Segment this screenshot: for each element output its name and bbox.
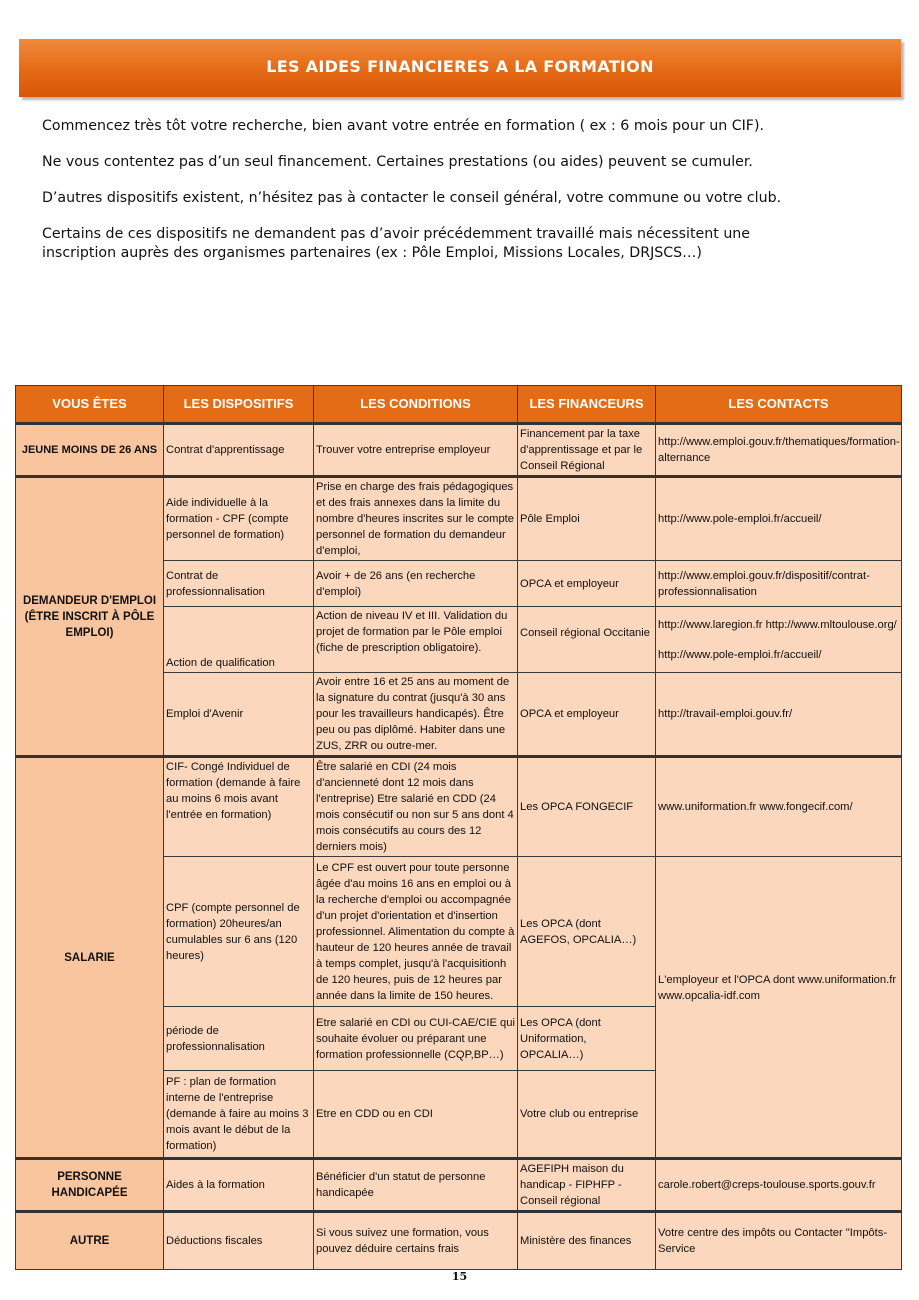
conditions-cell: Avoir entre 16 et 25 ans au moment de la signature du contrat (jusqu'à 30 ans pour les travailleurs handicapés). Être peu ou pas diplômé. Habiter dans une ZUS, ZRR ou outre-mer. (314, 673, 518, 757)
dispositif-cell: période de professionnalisation (164, 1007, 314, 1071)
dispositif-cell: Aide individuelle à la formation - CPF (compte personnel de formation) (164, 477, 314, 561)
contacts-cell: http://travail-emploi.gouv.fr/ (656, 673, 902, 757)
conditions-cell: Etre salarié en CDI ou CUI-CAE/CIE qui souhaite évoluer ou préparant une formation professionnelle (CQP,BP…) (314, 1007, 518, 1071)
header-financeurs: LES FINANCEURS (518, 386, 656, 424)
financeurs-cell: Ministère des finances (518, 1212, 656, 1270)
financing-table (15, 385, 902, 1270)
conditions-cell: Être salarié en CDI (24 mois d'ancienneté dont 12 mois dans l'entreprise) Etre salarié en CDD (24 mois consécutif ou non sur 5 ans dont 4 mois consécutifs au cours des 12 derniers mois) (314, 757, 518, 857)
conditions-cell: Trouver votre entreprise employeur (314, 424, 518, 477)
conditions-cell: Action de niveau IV et III. Validation du projet de formation par le Pôle emploi (fiche de prescription obligatoire). (314, 607, 518, 673)
intro-text (42, 117, 862, 280)
dispositif-cell: Déductions fiscales (164, 1212, 314, 1270)
intro-paragraph: Commencez très tôt votre recherche, bien avant votre entrée en formation ( ex : 6 mois pour un CIF). (42, 118, 764, 134)
contacts-cell (656, 607, 902, 673)
header-dispositifs: LES DISPOSITIFS (164, 386, 314, 424)
contacts-cell: http://www.emploi.gouv.fr/thematiques/formation-alternance (656, 424, 902, 477)
dispositif-cell: CIF- Congé Individuel de formation (demande à faire au moins 6 mois avant l'entrée en formation) (164, 757, 314, 857)
financeurs-cell: Votre club ou entreprise (518, 1071, 656, 1159)
contacts-cell: http://www.emploi.gouv.fr/dispositif/contrat-professionnalisation (656, 561, 902, 607)
intro-paragraph: Certains de ces dispositifs ne demandent pas d’avoir précédemment travaillé mais nécessitent une inscription auprès des organismes partenaires (ex : Pôle Emploi, Missions Locales, DRJSCS…) (42, 226, 751, 261)
dispositif-cell: PF : plan de formation interne de l'entreprise (demande à faire au moins 3 mois avant le début de la formation) (164, 1071, 314, 1159)
financeurs-cell: OPCA et employeur (518, 673, 656, 757)
table-row (16, 757, 902, 857)
header-vous-etes: VOUS ÊTES (16, 386, 164, 424)
contacts-cell: carole.robert@creps-toulouse.sports.gouv.fr (656, 1159, 902, 1212)
financeurs-cell: Les OPCA FONGECIF (518, 757, 656, 857)
financeurs-cell: Conseil régional Occitanie (518, 607, 656, 673)
intro-paragraph: Ne vous contentez pas d’un seul financement. Certaines prestations (ou aides) peuvent se cumuler. (42, 154, 753, 170)
financeurs-cell: Financement par la taxe d'apprentissage et par le Conseil Régional (518, 424, 656, 477)
table-row (16, 477, 902, 561)
category-autre: AUTRE (16, 1212, 164, 1270)
conditions-cell: Avoir + de 26 ans (en recherche d'emploi) (314, 561, 518, 607)
table-row (16, 424, 902, 477)
conditions-cell: Etre en CDD ou en CDI (314, 1071, 518, 1159)
conditions-cell: Le CPF est ouvert pour toute personne âgée d'au moins 16 ans en emploi ou à la recherche d'emploi ou accompagnée d'un projet d'orientation et d'insertion professionnel. Alimentation du compte à hauteur de 120 heures année de travail à temps complet, jusqu'à l'acquisitionh de 120 heures, puis de 12 heures par année dans la limite de 150 heures. (314, 857, 518, 1007)
conditions-cell: Bénéficier d'un statut de personne handicapée (314, 1159, 518, 1212)
dispositif-cell: Action de qualification (164, 607, 314, 673)
category-demandeur: DEMANDEUR D'EMPLOI (ÊTRE INSCRIT À PÔLE EMPLOI) (16, 477, 164, 757)
financeurs-cell: Les OPCA (dont Uniformation, OPCALIA…) (518, 1007, 656, 1071)
category-salarie: SALARIE (16, 757, 164, 1159)
category-handicap: PERSONNE HANDICAPÉE (16, 1159, 164, 1212)
contacts-line: http://www.pole-emploi.fr/accueil/ (658, 648, 822, 661)
dispositif-cell: Contrat de professionnalisation (164, 561, 314, 607)
dispositif-cell: Emploi d'Avenir (164, 673, 314, 757)
dispositif-cell: Contrat d'apprentissage (164, 424, 314, 477)
category-jeune: JEUNE MOINS DE 26 ANS (16, 424, 164, 477)
conditions-cell: Prise en charge des frais pédagogiques et des frais annexes dans la limite du nombre d'heures inscrites sur le compte personnel de formation du demandeur d'emploi, (314, 477, 518, 561)
dispositif-cell: Aides à la formation (164, 1159, 314, 1212)
table-row (16, 1212, 902, 1270)
contacts-line: http://www.laregion.fr http://www.mltoulouse.org/ (658, 618, 897, 631)
header-contacts: LES CONTACTS (656, 386, 902, 424)
contacts-cell: Votre centre des impôts ou Contacter "Impôts-Service (656, 1212, 902, 1270)
title-banner (19, 39, 901, 97)
financeurs-cell: OPCA et employeur (518, 561, 656, 607)
contacts-cell: www.uniformation.fr www.fongecif.com/ (656, 757, 902, 857)
dispositif-cell: CPF (compte personnel de formation) 20heures/an cumulables sur 6 ans (120 heures) (164, 857, 314, 1007)
table-row (16, 1159, 902, 1212)
contacts-cell: http://www.pole-emploi.fr/accueil/ (656, 477, 902, 561)
table-header-row (16, 386, 902, 424)
financeurs-cell: Pôle Emploi (518, 477, 656, 561)
financeurs-cell: AGEFIPH maison du handicap - FIPHFP - Conseil régional (518, 1159, 656, 1212)
contacts-cell: L'employeur et l'OPCA dont www.uniformation.fr www.opcalia-idf.com (656, 857, 902, 1159)
financeurs-cell: Les OPCA (dont AGEFOS, OPCALIA…) (518, 857, 656, 1007)
intro-paragraph: D’autres dispositifs existent, n’hésitez pas à contacter le conseil général, votre commune ou votre club. (42, 190, 782, 206)
conditions-cell: Si vous suivez une formation, vous pouvez déduire certains frais (314, 1212, 518, 1270)
page-number: 15 (451, 1270, 468, 1283)
page-title: LES AIDES FINANCIERES A LA FORMATION (266, 57, 654, 76)
header-conditions: LES CONDITIONS (314, 386, 518, 424)
